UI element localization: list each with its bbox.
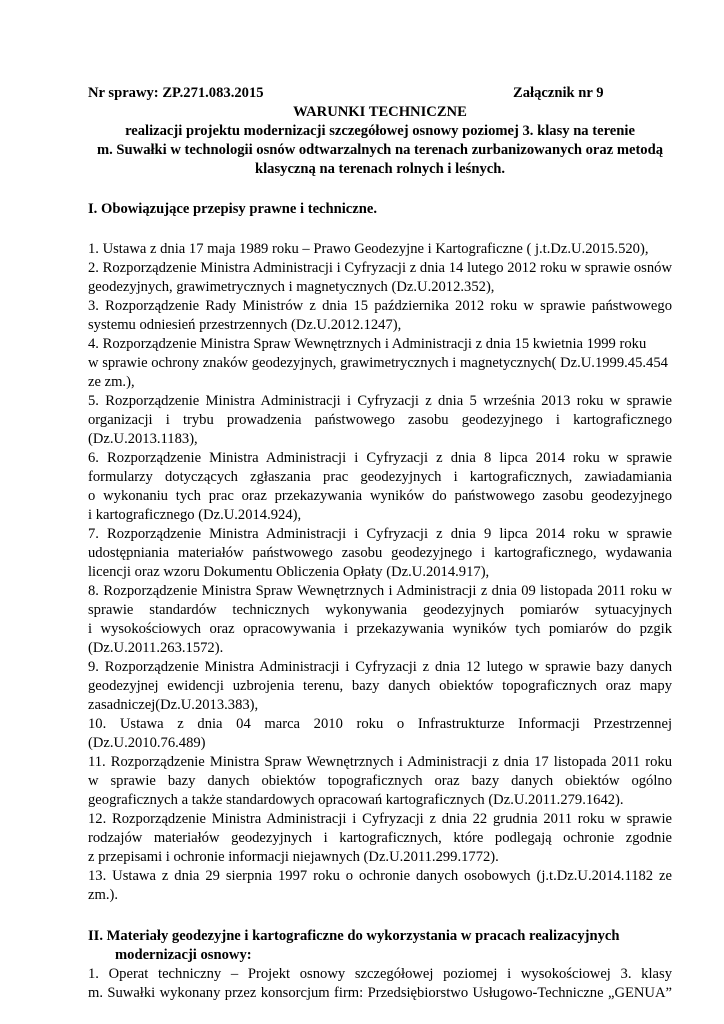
paragraph-line: 10. Ustawa z dnia 04 marca 2010 roku o Infrastrukturze Informacji Przestrzennej	[88, 716, 672, 732]
paragraph-line: z przepisami i ochronie informacji niejawnych (Dz.U.2011.299.1772).	[88, 849, 499, 865]
paragraph-line: 13. Ustawa z dnia 29 sierpnia 1997 roku o ochronie danych osobowych (j.t.Dz.U.2014.1182 ze	[88, 868, 672, 884]
paragraph-line: 1. Operat techniczny – Projekt osnowy szczegółowej poziomej i wysokościowej 3. klasy	[88, 966, 672, 982]
paragraph-line: 4. Rozporządzenie Ministra Spraw Wewnętrznych i Administracji z dnia 15 kwietnia 1999 roku	[88, 336, 647, 352]
paragraph-line: zasadniczej(Dz.U.2013.383),	[88, 697, 259, 713]
paragraph-line: 12. Rozporządzenie Ministra Administracji i Cyfryzacji z dnia 22 grudnia 2011 roku w sprawie	[88, 811, 672, 827]
paragraph-line: 6. Rozporządzenie Ministra Administracji i Cyfryzacji z dnia 8 lipca 2014 roku w sprawie	[88, 450, 672, 466]
paragraph-line: m. Suwałki wykonany przez konsorcjum firm: Przedsiębiorstwo Usługowo-Techniczne „GENUA”	[88, 985, 672, 1001]
case-number: Nr sprawy: ZP.271.083.2015	[88, 85, 264, 101]
paragraph-line: formularzy dotyczących zgłaszania prac geodezyjnych i kartograficznych, zawiadamiania	[88, 469, 672, 485]
paragraph-line: o wykonaniu tych prac oraz przekazywania wyników do państwowego zasobu geodezyjnego	[88, 488, 672, 504]
section-2-heading-continued: modernizacji osnowy:	[115, 947, 252, 963]
paragraph-line: rodzajów materiałów geodezyjnych i kartograficznych, które podlegają ochronie zgodnie	[88, 830, 672, 846]
paragraph-line: udostępniania materiałów państwowego zasobu geodezyjnego i kartograficznego, wydawania	[88, 545, 672, 561]
paragraph-line: w sprawie ochrony znaków geodezyjnych, grawimetrycznych i magnetycznych( Dz.U.1999.45.454	[88, 355, 668, 371]
paragraph-line: 3. Rozporządzenie Rady Ministrów z dnia 15 października 2012 roku w sprawie państwowego	[88, 298, 672, 314]
paragraph-line: licencji oraz wzoru Dokumentu Obliczenia Opłaty (Dz.U.2014.917),	[88, 564, 490, 580]
title-line: realizacji projektu modernizacji szczegółowej osnowy poziomej 3. klasy na terenie	[125, 123, 635, 139]
title-line: m. Suwałki w technologii osnów odtwarzalnych na terenach zurbanizowanych oraz metodą	[96, 142, 664, 158]
paragraph-line: 7. Rozporządzenie Ministra Administracji i Cyfryzacji z dnia 9 lipca 2014 roku w sprawie	[88, 526, 672, 542]
paragraph-line: 5. Rozporządzenie Ministra Administracji i Cyfryzacji z dnia 5 września 2013 roku w sprawie	[88, 393, 672, 409]
paragraph-line: systemu odniesień przestrzennych (Dz.U.2012.1247),	[88, 317, 402, 333]
paragraph-line: organizacji i trybu prowadzenia państwowego zasobu geodezyjnego i kartograficznego	[88, 412, 672, 428]
paragraph-line: 1. Ustawa z dnia 17 maja 1989 roku – Prawo Geodezyjne i Kartograficzne ( j.t.Dz.U.2015.520),	[88, 241, 649, 257]
section-2-heading: II. Materiały geodezyjne i kartograficzne do wykorzystania w pracach realizacyjnych	[88, 928, 620, 944]
paragraph-line: 8. Rozporządzenie Ministra Spraw Wewnętrznych i Administracji z dnia 09 listopada 2011 roku w	[88, 583, 672, 599]
header-row	[88, 84, 672, 103]
paragraph-line: geograficznych a także standardowych opracowań kartograficznych (Dz.U.2011.279.1642).	[88, 792, 624, 808]
paragraph-line: sprawie standardów technicznych wykonywania geodezyjnych pomiarów sytuacyjnych	[88, 602, 672, 618]
paragraph-line: 9. Rozporządzenie Ministra Administracji i Cyfryzacji z dnia 12 lutego w sprawie bazy danych	[88, 659, 672, 675]
paragraph-line: i wysokościowych oraz opracowywania i przekazywania wyników tych pomiarów do pzgik	[88, 621, 672, 637]
section-1-heading: I. Obowiązujące przepisy prawne i techniczne.	[88, 201, 378, 217]
paragraph-line: w sprawie bazy danych obiektów topograficznych oraz bazy danych obiektów ogólno	[88, 773, 672, 789]
paragraph-line: 2. Rozporządzenie Ministra Administracji i Cyfryzacji z dnia 14 lutego 2012 roku w sprawie osnów	[88, 260, 672, 276]
title-line: klasyczną na terenach rolnych i leśnych.	[255, 161, 505, 177]
paragraph-line: geodezyjnej ewidencji uzbrojenia terenu, bazy danych obiektów topograficznych oraz mapy	[88, 678, 672, 694]
document-title: WARUNKI TECHNICZNE	[293, 104, 467, 120]
paragraph-line: i kartograficznego (Dz.U.2014.924),	[88, 507, 302, 523]
document-page	[88, 84, 672, 1003]
paragraph-line: (Dz.U.2010.76.489)	[88, 735, 206, 751]
paragraph-line: geodezyjnych, grawimetrycznych i magnetycznych (Dz.U.2012.352),	[88, 279, 495, 295]
paragraph-line: (Dz.U.2011.263.1572).	[88, 640, 224, 656]
paragraph-line: 11. Rozporządzenie Ministra Spraw Wewnętrznych i Administracji z dnia 17 listopada 2011 roku	[88, 754, 672, 770]
attachment-label: Załącznik nr 9	[513, 85, 604, 101]
paragraph-line: (Dz.U.2013.1183),	[88, 431, 198, 447]
paragraph-line: zm.).	[88, 887, 118, 903]
paragraph-line: ze zm.),	[88, 374, 135, 390]
